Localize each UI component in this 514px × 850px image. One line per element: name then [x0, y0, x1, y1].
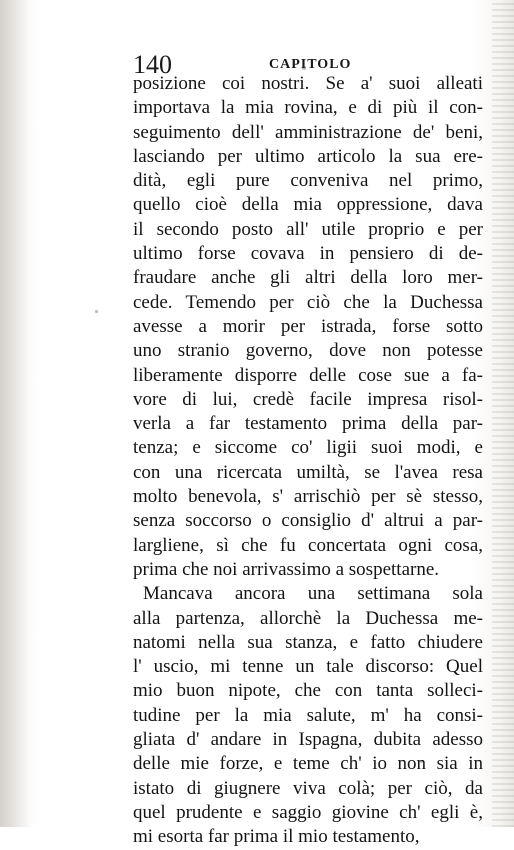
text-line: mio buon nipote, che con tanta solleci- [133, 680, 483, 702]
text-line: delle mie forze, e teme ch' io non sia in [133, 753, 483, 775]
text-line: gliata d' andare in Ispagna, dubita adesso [133, 729, 483, 751]
text-line: tudine per la mia salute, m' ha consi- [133, 704, 483, 726]
text-line: dità, egli pure conveniva nel primo, [133, 170, 483, 192]
paper-speck [95, 310, 98, 313]
text-line: seguimento dell' amministrazione de' beni, [133, 121, 483, 143]
text-line: istato di giugnere viva colà; per ciò, da [133, 777, 483, 799]
text-line: senza soccorso o consiglio d' altrui a par- [133, 510, 483, 532]
text-line: liberamente disporre delle cose sue a fa- [133, 364, 483, 386]
running-head: CAPITOLO [269, 57, 352, 72]
text-line: avesse a morir per istrada, forse sotto [133, 315, 483, 337]
text-line: vore di lui, credè facile impresa risol- [133, 388, 483, 410]
text-line: con una ricercata umiltà, se l'avea resa [133, 461, 483, 483]
body-text [133, 72, 483, 850]
page-number: 140 [133, 50, 172, 79]
text-line: verla a far testamento prima della par- [133, 413, 483, 435]
page-gutter-shadow [0, 0, 30, 827]
text-line: largliene, sì che fu concertata ogni cosa, [133, 534, 483, 556]
paper-speck [302, 66, 306, 70]
page-edge-stack [492, 0, 514, 827]
text-line: quello cioè della mia oppressione, dava [133, 194, 483, 216]
text-line: tenza; e siccome co' ligii suoi modi, e [133, 437, 483, 459]
text-line: quel prudente e saggio giovine ch' egli è, [133, 801, 483, 823]
text-line: lasciando per ultimo articolo la sua ere- [133, 145, 483, 167]
text-line: molto benevola, s' arrischiò per sè stesso, [133, 486, 483, 508]
text-line: posizione coi nostri. Se a' suoi alleati [133, 73, 483, 94]
text-line: importava la mia rovina, e di più il con- [133, 97, 483, 119]
text-line-indented: Mancava ancora una settimana sola [143, 583, 483, 605]
text-line: fraudare anche gli altri della loro mer- [133, 267, 483, 289]
paper-speck [420, 760, 423, 763]
text-line: il secondo posto all' utile proprio e per [133, 218, 483, 240]
text-line: prima che noi arrivassimo a sospettarne. [133, 558, 440, 580]
text-line: alla partenza, allorchè la Duchessa me- [133, 607, 483, 629]
text-line: mi esorta far prima il mio testamento, [133, 826, 420, 848]
text-line: l' uscio, mi tenne un tale discorso: Quel [133, 656, 483, 678]
text-line: natomi nella sua stanza, e fatto chiudere [133, 631, 483, 653]
text-line: uno stranio governo, dove non potesse [133, 340, 483, 362]
text-line: cede. Temendo per ciò che la Duchessa [133, 291, 483, 313]
text-line: ultimo forse covava in pensiero di de- [133, 243, 483, 265]
